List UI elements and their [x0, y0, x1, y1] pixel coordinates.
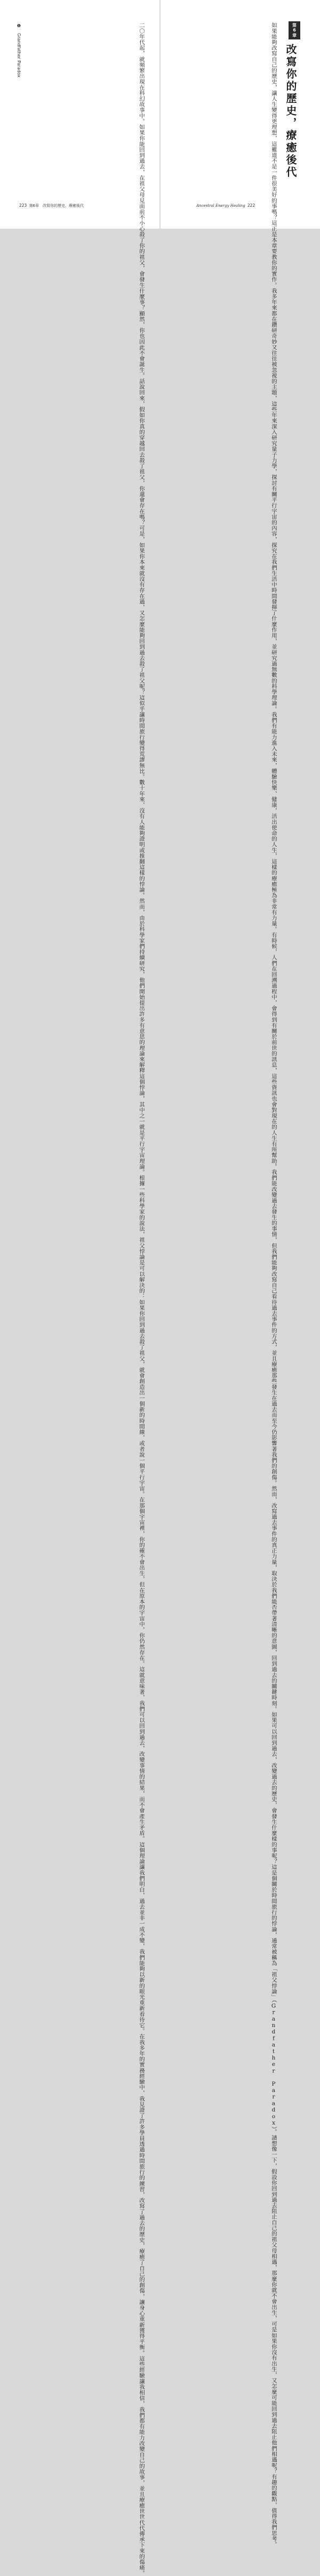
- footnote-mark: ❶: [17, 23, 21, 28]
- right-page-number: 222: [247, 203, 255, 208]
- right-footer: [196, 203, 256, 208]
- left-body-text: 二〇年代起，就頻繁出現在科幻故事中。如果你能回到過去，在祖父母見面前不小心殺了你的祖父，會發生什麼事？顯然，你也因此不會誕生。話說回來，假如你真的穿越回去殺了祖父，你還會存在嗎？可是，如果你本來就沒有存在過，又怎麼能夠回到過去殺了祖父呢？這似乎讓時間旅行變得荒謬無比。數十年來，沒有人能夠證明或推翻這樣的悖論。然而，由於科學家們持續研究，他們開始提出許多有意思的理論來解釋這個悖論，其中之一就是平行宇宙理論。根據一些科學家的說法，祖父悖論是可以解決的：如果你回到過去殺了祖父，就會創造出一個新的時間線，或者說一個平行宇宙。在那個宇宙裡，你的確不會出生，但在原本的宇宙中，你仍然存在。這就意味著，我們可以回到過去，改變事情的結果，而不會產生矛盾。這個理論讓我們明白，過去並非一成不變，我們能夠以新的眼光重新看待它。在我多年的實務經驗中，我見證了許多學員透過時間旅行的練習，改寫了過去的歷史，療癒了自己的創傷，讓身心重新獲得平衡。這些經驗讓我相信，我們都有能力改變自己的故事，並且療癒世世代代傳承下來的傷痛。: [138, 22, 145, 2576]
- left-running-head: 第6章 改寫你的歷史，療癒後代: [29, 204, 84, 208]
- right-book-title: Ancestral Energy Healing: [196, 204, 245, 208]
- left-page-number: 223: [19, 203, 27, 208]
- chapter-label: 第6章: [289, 21, 300, 39]
- footnote: [17, 23, 21, 77]
- footnote-text: Grandfather Paradox: [17, 33, 21, 78]
- left-footer: [18, 203, 84, 208]
- chapter-title: 改寫你的歷史，療癒後代: [284, 44, 297, 179]
- right-body-text: 如果能夠改寫自己的歷史，讓人生變得更理想，這難道不是一件很美好的事嗎？這正是本章要教你的實作。我多年來都在鑽研奇妙又往往被忽視的主題，這些年來深入研究量子力學，探討有關平行宇宙的內容，探究在我們生活中時間發揮了什麼作用，並研究過無數的科學理論。我們有能力進入未來，體驗快樂、健康，活出使命的人生，這樣的療癒極為非常有力量。有時候，人們在回溯過程中，會得到有關於前世的訊息，這些資訊也會對現在的人生有所幫助。我們能改變過去發生的事情，但我們能夠改寫自己看待過去事件的方式，並且療癒那些發生在過去而至今仍影響著我們的創傷。然而，改寫過去事件的真正力量，取決於我們能否帶著清晰的意圖，回到過去的關鍵時刻。如果可以回到過去，改變過去的歷史，會發生什麼樣的事呢？這是個關於時間旅行的悖論，通常被稱為「祖父悖論」（Grandfather Paradox）。請想像一下，假設你回到過去阻止自己的祖父母相遇，那麼你就不會出生，可是如果你沒有出生，又怎麼可能回到過去阻止他們相遇呢？有趣的觀點，值得我們思考。: [270, 22, 277, 2547]
